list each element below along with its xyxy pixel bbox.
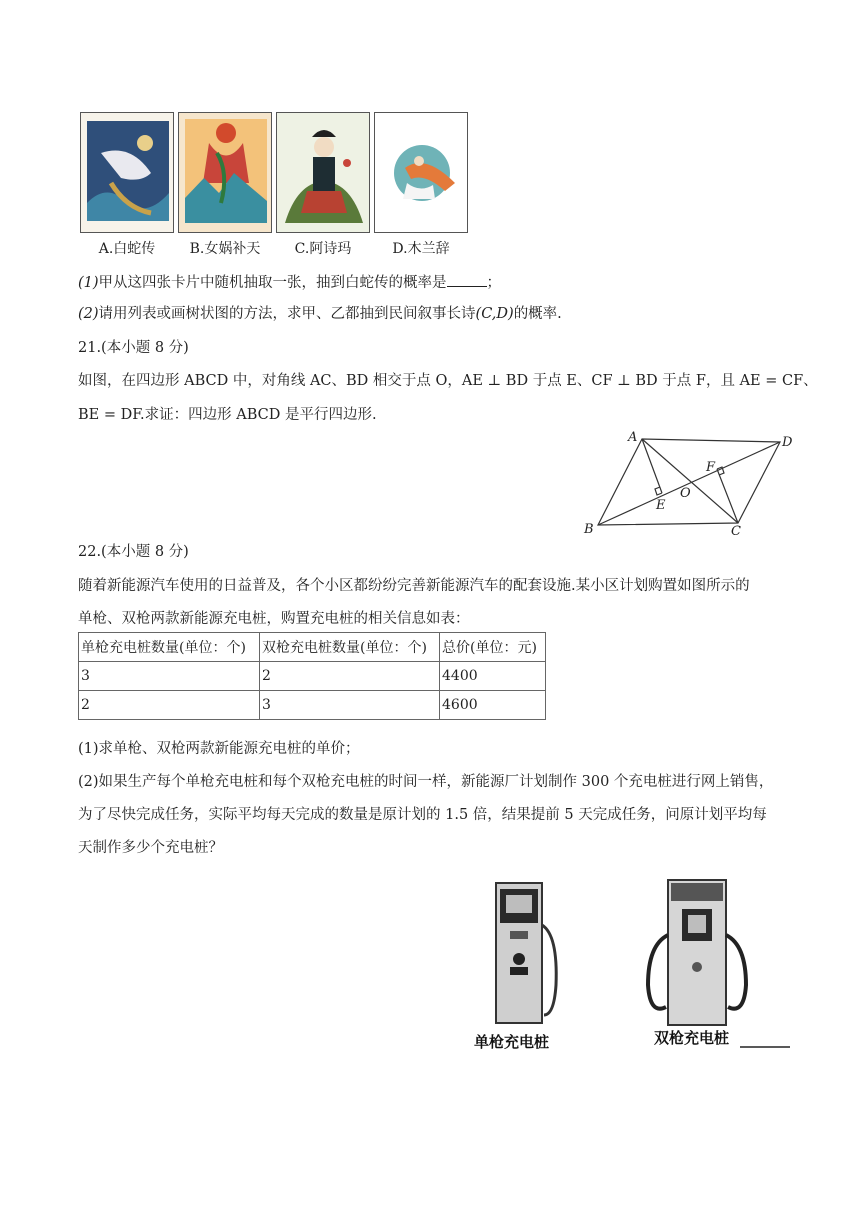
table-row [79, 691, 546, 720]
vertex-b-label: B [584, 522, 594, 537]
q22-intro-line1: 随着新能源汽车使用的日益普及，各个小区都纷纷完善新能源汽车的配套设施.某小区计划购置如图所示的 [78, 578, 750, 594]
card-b-image [178, 112, 272, 233]
card-d-image [374, 112, 468, 233]
q22-part2-line1: (2)如果生产每个单枪充电桩和每个双枪充电桩的时间一样，新能源厂计划制作 300 个充电桩进行网上销售， [78, 774, 774, 790]
q22-part2-line2: 为了尽快完成任务，实际平均每天完成的数量是原计划的 1.5 倍，结果提前 5 天完成任务，问原计划平均每 [78, 807, 767, 823]
table-cell: 2 [79, 691, 260, 720]
vertex-a-label: A [628, 430, 638, 445]
table-row [79, 662, 546, 691]
q21-statement-line1: 如图，在四边形 ABCD 中，对角线 AC、BD 相交于点 O，AE ⊥ BD 于点 E、CF ⊥ BD 于点 F，且 AE = CF、 [78, 373, 818, 389]
card-c-caption: C.阿诗玛 [294, 241, 352, 257]
table-header-row [79, 633, 546, 662]
table-header-cell: 单枪充电桩数量(单位：个) [79, 633, 260, 662]
single-gun-caption: 单枪充电桩 [474, 1033, 550, 1051]
table-cell: 3 [79, 662, 260, 691]
vertex-d-label: D [782, 435, 793, 450]
table-header-cell: 总价(单位：元) [440, 633, 546, 662]
card-a-caption: A.白蛇传 [98, 241, 156, 257]
table-cell: 3 [260, 691, 440, 720]
vertex-c-label: C [731, 524, 741, 539]
card-b-caption: B.女娲补天 [189, 241, 261, 257]
point-f-label: F [706, 460, 716, 475]
chargers-image [470, 875, 795, 1055]
q21-statement-line2: BE = DF.求证：四边形 ABCD 是平行四边形. [78, 407, 377, 423]
table-cell: 4600 [440, 691, 546, 720]
q20-part1: (1)甲从这四张卡片中随机抽取一张，抽到白蛇传的概率是 ； [78, 272, 501, 293]
point-e-label: E [656, 498, 666, 513]
card-d-caption: D.木兰辞 [392, 241, 450, 257]
answer-blank[interactable] [447, 272, 487, 287]
q22-header: 22.(本小题 8 分) [78, 544, 189, 560]
q21-header: 21.(本小题 8 分) [78, 340, 189, 356]
point-o-label: O [680, 486, 691, 501]
q22-intro-line2: 单枪、双枪两款新能源充电桩，购置充电桩的相关信息如表： [78, 611, 470, 627]
table-header-cell: 双枪充电桩数量(单位：个) [260, 633, 440, 662]
table-cell: 4400 [440, 662, 546, 691]
parallelogram-figure [580, 425, 800, 540]
q22-part1: (1)求单枪、双枪两款新能源充电桩的单价； [78, 741, 360, 757]
table-cell: 2 [260, 662, 440, 691]
double-gun-caption: 双枪充电桩 [654, 1029, 730, 1047]
card-a-image [80, 112, 174, 233]
card-c-image [276, 112, 370, 233]
q22-part2-line3: 天制作多少个充电桩？ [78, 840, 223, 856]
price-table [78, 632, 546, 720]
q20-part2: (2)请用列表或画树状图的方法，求甲、乙都抽到民间叙事长诗(C,D)的概率. [78, 306, 562, 322]
